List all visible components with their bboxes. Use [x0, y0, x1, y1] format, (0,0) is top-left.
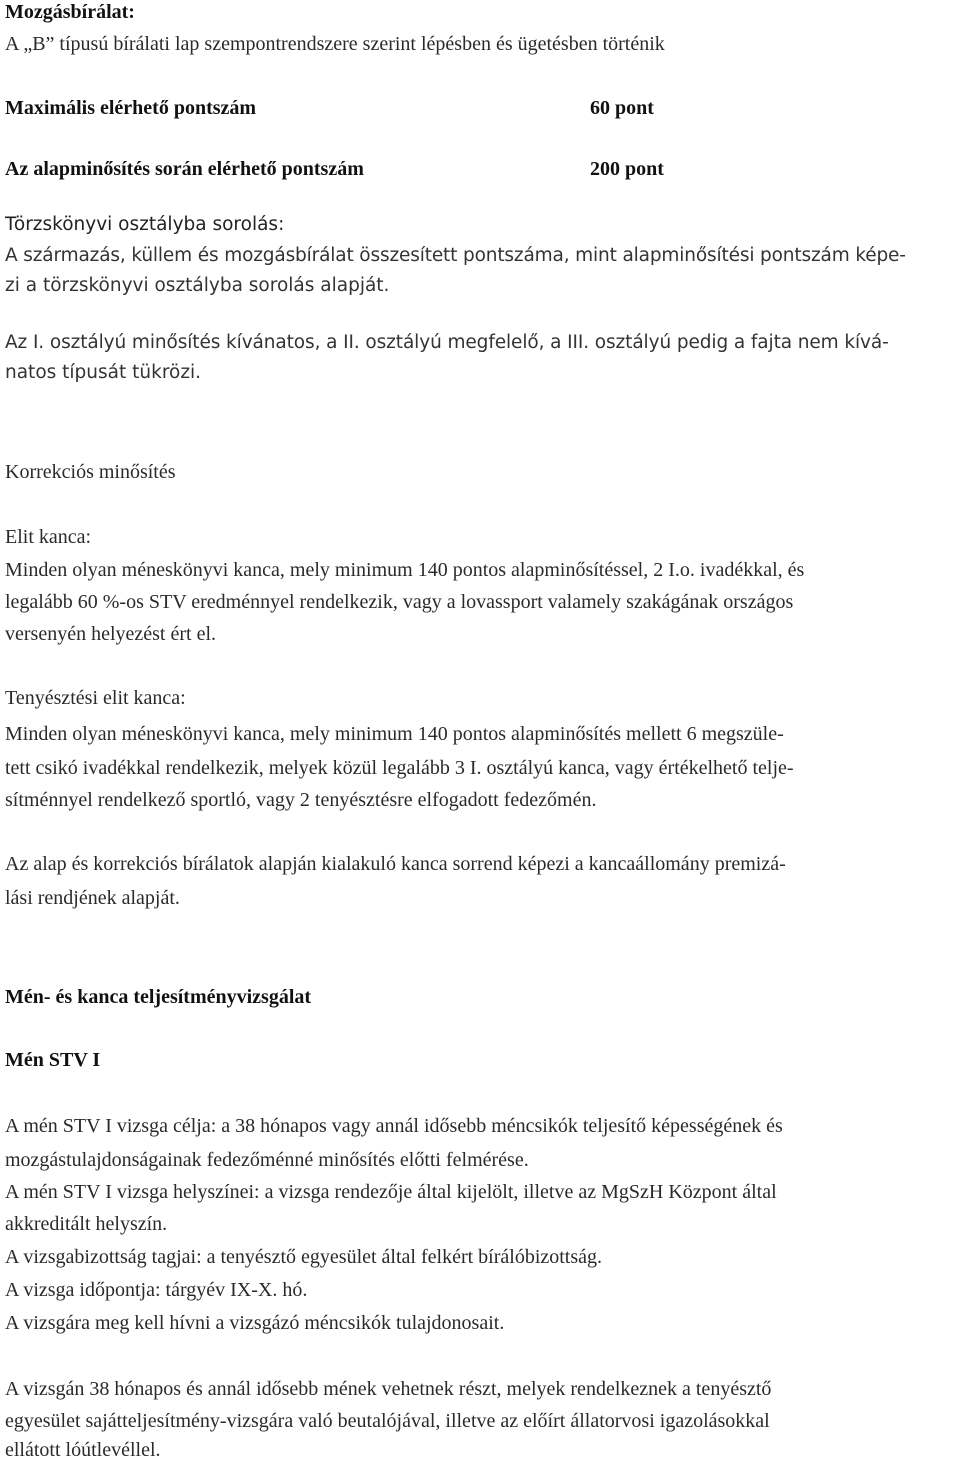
performance-heading: Mén- és kanca teljesítményvizsgálat	[5, 986, 312, 1008]
studbook-class-line-1: A származás, küllem és mozgásbírálat összesített pontszáma, mint alapminősítési pontszám képe-	[5, 245, 906, 266]
stv-venue-line-2: akkreditált helyszín.	[5, 1213, 168, 1235]
studbook-class-line-2: zi a törzskönyvi osztályba sorolás alapját.	[5, 275, 390, 296]
base-points-label: Az alapminősítés során elérhető pontszám	[5, 158, 364, 180]
elite-mare-line-3: versenyén helyezést ért el.	[5, 623, 217, 645]
max-points-label: Maximális elérhető pontszám	[5, 97, 257, 119]
base-points-value: 200 pont	[590, 158, 664, 180]
breeding-elite-heading: Tenyésztési elit kanca:	[5, 687, 186, 709]
stv-venue-line-1: A mén STV I vizsga helyszínei: a vizsga rendezője által kijelölt, illetve az MgSzH Központ által	[5, 1181, 777, 1203]
elite-mare-line-2: legalább 60 %-os STV eredménnyel rendelkezik, vagy a lovassport valamely szakágának országos	[5, 591, 794, 613]
stv-eligibility-line-2: egyesület sajátteljesítmény-vizsgára való beutalójával, illetve az előírt állatorvosi igazolásokkal	[5, 1410, 770, 1432]
stv-purpose-line-1: A mén STV I vizsga célja: a 38 hónapos vagy annál idősebb méncsikók teljesítő képességének és	[5, 1115, 783, 1137]
stv-date: A vizsga időpontja: tárgyév IX-X. hó.	[5, 1279, 308, 1301]
movement-text: A „B” típusú bírálati lap szempontrendszere szerint lépésben és ügetésben történik	[5, 33, 665, 55]
max-points-value: 60 pont	[590, 97, 654, 119]
studbook-class-line-3: Az I. osztályú minősítés kívánatos, a II. osztályú megfelelő, a III. osztályú pedig a fajta nem kívá-	[5, 332, 889, 353]
ranking-line-2: lási rendjének alapját.	[5, 887, 180, 909]
correction-heading: Korrekciós minősítés	[5, 461, 176, 483]
stv-committee: A vizsgabizottság tagjai: a tenyésztő egyesület által felkért bírálóbizottság.	[5, 1246, 603, 1268]
breeding-elite-line-2: tett csikó ivadékkal rendelkezik, melyek közül legalább 3 I. osztályú kanca, vagy értékelhető telje-	[5, 757, 794, 779]
stv-heading: Mén STV I	[5, 1049, 101, 1071]
elite-mare-line-1: Minden olyan méneskönyvi kanca, mely minimum 140 pontos alapminősítéssel, 2 I.o. ivadékkal, és	[5, 559, 805, 581]
studbook-class-line-4: natos típusát tükrözi.	[5, 362, 202, 383]
movement-heading: Mozgásbírálat:	[5, 1, 135, 23]
studbook-class-heading: Törzskönyvi osztályba sorolás:	[5, 214, 285, 235]
stv-eligibility-line-1: A vizsgán 38 hónapos és annál idősebb mének vehetnek részt, melyek rendelkeznek a tenyésztő	[5, 1378, 772, 1400]
elite-mare-heading: Elit kanca:	[5, 526, 92, 548]
stv-owners: A vizsgára meg kell hívni a vizsgázó méncsikók tulajdonosait.	[5, 1312, 505, 1334]
breeding-elite-line-1: Minden olyan méneskönyvi kanca, mely minimum 140 pontos alapminősítés mellett 6 megszüle-	[5, 723, 784, 745]
stv-eligibility-line-3: ellátott lóútlevéllel.	[5, 1439, 161, 1461]
ranking-line-1: Az alap és korrekciós bírálatok alapján kialakuló kanca sorrend képezi a kancaállomány premizá-	[5, 853, 786, 875]
breeding-elite-line-3: sítménnyel rendelkező sportló, vagy 2 tenyésztésre elfogadott fedezőmén.	[5, 789, 597, 811]
stv-purpose-line-2: mozgástulajdonságainak fedezőménné minősítés előtti felmérése.	[5, 1149, 529, 1171]
